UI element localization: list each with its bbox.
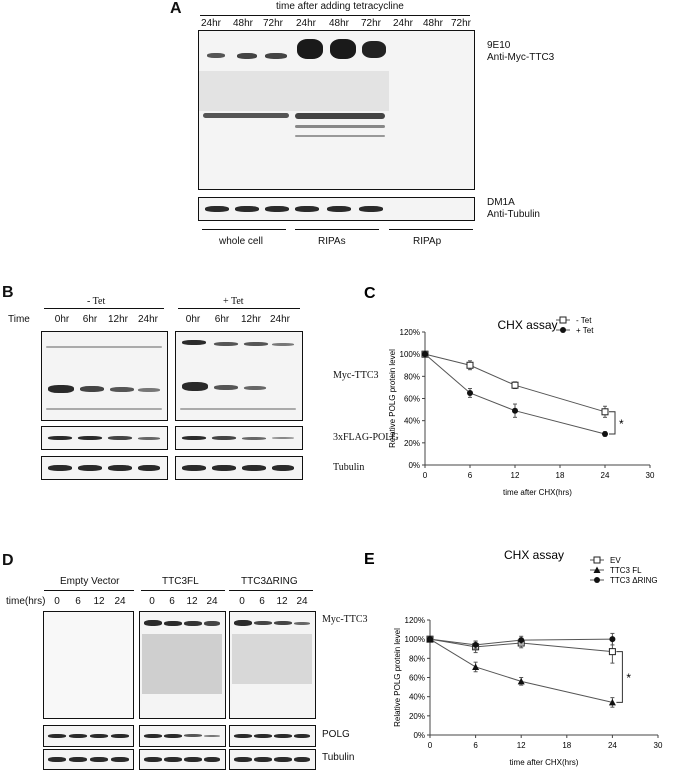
- panel-b-time-6: 12hr: [240, 314, 262, 325]
- chart-e-legend-marker-2: [594, 577, 600, 583]
- panel-d-tubulin-blot-fl: [139, 749, 226, 770]
- chart-e-legend-marker-0: [594, 557, 600, 563]
- chart-e-xtick-label-0: 0: [427, 741, 433, 750]
- chart-e-legend-label-0: EV: [610, 556, 621, 565]
- chart-e-ytick-label-2: 40%: [408, 692, 425, 702]
- chart-c-series-1-point-3: [602, 431, 608, 437]
- chart-c-series-1-point-2: [512, 408, 518, 414]
- chart-c-significance-bracket: [609, 412, 615, 434]
- chart-c-significance-star: *: [619, 416, 624, 431]
- panel-a-tubulin-blot: [198, 197, 475, 221]
- panel-d-time-4: 0: [149, 596, 155, 607]
- chart-c-xtick-label-2: 12: [510, 471, 520, 480]
- panel-d-polg-blot-fl: [139, 725, 226, 747]
- chart-e-xtick-label-1: 6: [473, 741, 478, 750]
- chart-e-series-0-point-3: [609, 649, 615, 655]
- panel-a-group-ripap: RIPAp: [413, 236, 442, 247]
- chart-c-series-1-point-1: [467, 390, 473, 396]
- panel-a-group-line-1: [202, 229, 286, 230]
- chart-c: [360, 282, 670, 512]
- chart-e-ytick-label-0: 0%: [413, 731, 425, 740]
- panel-d-label-polg: POLG: [322, 729, 350, 740]
- panel-b-myc-blot-plus: [175, 331, 303, 421]
- panel-a-group-line-2: [295, 229, 379, 230]
- chart-e-xtick-label-3: 18: [562, 741, 572, 750]
- panel-b-line-plus: [178, 308, 300, 309]
- panel-d-time-1: 6: [75, 596, 81, 607]
- panel-b-time-label: Time: [8, 314, 30, 325]
- chart-c-series-0-point-1: [467, 362, 473, 368]
- panel-a-group-whole-cell: whole cell: [219, 236, 263, 247]
- chart-e-ytick-label-4: 80%: [408, 654, 425, 664]
- chart-e-series-1-point-1: [472, 663, 479, 670]
- panel-a-tub-label2: Anti-Tubulin: [487, 209, 540, 220]
- panel-b-tubulin-blot-plus: [175, 456, 303, 480]
- panel-b-time-3: 24hr: [137, 314, 159, 325]
- chart-c-ytick-label-0: 0%: [408, 461, 420, 470]
- chart-e-ytick-label-1: 20%: [408, 711, 425, 721]
- panel-a-tub-label1: DM1A: [487, 197, 515, 208]
- panel-d-time-9: 6: [259, 596, 265, 607]
- chart-c-xtick-label-1: 6: [467, 471, 473, 480]
- panel-d-time-8: 0: [239, 596, 245, 607]
- chart-e-xtick-label-2: 12: [516, 741, 526, 750]
- panel-b-polg-blot-minus: [41, 426, 168, 450]
- chart-c-ytick-label-5: 100%: [399, 350, 420, 360]
- chart-e: [360, 548, 672, 770]
- chart-c-title: CHX assay: [497, 318, 558, 332]
- panel-a-time-4: 48hr: [328, 18, 350, 29]
- panel-d-myc-blot-fl: [139, 611, 226, 719]
- chart-e-xlabel: time after CHX(hrs): [509, 758, 579, 767]
- panel-a-time-5: 72hr: [360, 18, 382, 29]
- panel-b-time-0: 0hr: [54, 314, 70, 325]
- panel-a-time-3: 24hr: [295, 18, 317, 29]
- panel-a-time-2: 72hr: [262, 18, 284, 29]
- panel-b-label-tubulin: Tubulin: [333, 462, 365, 473]
- panel-d-time-3: 24: [114, 596, 126, 607]
- chart-e-xtick-label-4: 24: [607, 741, 617, 750]
- chart-e-ylabel: Relative POLG protein level: [393, 628, 402, 727]
- chart-c-xtick-label-3: 18: [555, 471, 565, 480]
- panel-b-myc-blot-minus: [41, 331, 168, 421]
- panel-a-time-8: 72hr: [450, 18, 472, 29]
- panel-b-polg-blot-plus: [175, 426, 303, 450]
- chart-e-legend-label-2: TTC3 ΔRING: [610, 576, 658, 585]
- panel-a-header-line: [200, 15, 470, 16]
- panel-b-time-4: 0hr: [185, 314, 201, 325]
- panel-d-time-5: 6: [169, 596, 175, 607]
- panel-d-line-1: [44, 590, 134, 591]
- panel-b-tubulin-blot-minus: [41, 456, 168, 480]
- chart-c-ytick-label-2: 40%: [403, 416, 420, 426]
- panel-a-time-7: 48hr: [422, 18, 444, 29]
- panel-d-letter: D: [2, 552, 14, 569]
- chart-e-ytick-label-6: 120%: [404, 616, 425, 625]
- panel-b-minus-tet: - Tet: [87, 296, 106, 307]
- chart-e-series-2-point-1: [473, 642, 479, 648]
- chart-c-xtick-label-5: 30: [645, 471, 655, 480]
- panel-d-time-6: 12: [186, 596, 198, 607]
- chart-c-legend-marker-1: [560, 327, 566, 333]
- panel-d-polg-blot-ev: [43, 725, 134, 747]
- panel-d-label-tubulin: Tubulin: [322, 752, 355, 763]
- chart-c-ytick-label-6: 120%: [399, 328, 420, 337]
- chart-c-ylabel: Relative POLG protein level: [388, 349, 397, 448]
- chart-c-xtick-label-4: 24: [600, 471, 610, 480]
- chart-c-series-0-point-3: [602, 409, 608, 415]
- panel-d-time-11: 24: [296, 596, 308, 607]
- panel-a-time-1: 48hr: [232, 18, 254, 29]
- panel-a-header: time after adding tetracycline: [276, 1, 404, 12]
- panel-a-blot-label2: Anti-Myc-TTC3: [487, 52, 555, 63]
- panel-d-group-dring: TTC3ΔRING: [241, 576, 298, 587]
- chart-e-legend-label-1: TTC3 FL: [610, 566, 642, 575]
- chart-e-ytick-label-3: 60%: [408, 673, 425, 683]
- chart-e-letter: E: [364, 551, 375, 568]
- chart-c-series-1-point-0: [422, 351, 428, 357]
- chart-c-legend-label-1: + Tet: [576, 326, 594, 335]
- panel-d-time-label: time(hrs): [6, 596, 46, 607]
- chart-c-legend-marker-0: [560, 317, 566, 323]
- chart-c-ytick-label-4: 80%: [403, 372, 420, 382]
- chart-c-xtick-label-0: 0: [422, 471, 428, 480]
- panel-d-tubulin-blot-dring: [229, 749, 316, 770]
- panel-b-line-minus: [44, 308, 164, 309]
- chart-c-legend-label-0: - Tet: [576, 316, 592, 325]
- panel-a-time-0: 24hr: [200, 18, 222, 29]
- chart-c-xlabel: time after CHX(hrs): [503, 488, 572, 497]
- panel-a-group-ripas: RIPAs: [318, 236, 346, 247]
- panel-d-myc-blot-dring: [229, 611, 316, 719]
- panel-b-time-2: 12hr: [107, 314, 129, 325]
- panel-d-time-2: 12: [93, 596, 105, 607]
- panel-b-label-myc: Myc-TTC3: [333, 370, 379, 381]
- panel-d-myc-blot-ev: [43, 611, 134, 719]
- chart-c-ytick-label-1: 20%: [403, 438, 420, 448]
- chart-e-series-2-point-2: [518, 637, 524, 643]
- panel-d-time-7: 24: [206, 596, 218, 607]
- panel-a-time-6: 24hr: [392, 18, 414, 29]
- panel-d-time-10: 12: [276, 596, 288, 607]
- chart-c-ytick-label-3: 60%: [403, 394, 420, 404]
- panel-b-time-7: 24hr: [269, 314, 291, 325]
- chart-e-series-2-point-3: [609, 636, 615, 642]
- chart-e-series-2-point-0: [427, 636, 433, 642]
- panel-b-plus-tet: + Tet: [223, 296, 244, 307]
- panel-d-tubulin-blot-ev: [43, 749, 134, 770]
- panel-b-time-5: 6hr: [214, 314, 230, 325]
- panel-a-letter: A: [170, 0, 182, 17]
- chart-e-significance-bracket: [616, 652, 622, 703]
- chart-c-letter: C: [364, 285, 376, 302]
- panel-d-group-ev: Empty Vector: [60, 576, 120, 587]
- chart-c-series-0-point-2: [512, 382, 518, 388]
- panel-b-letter: B: [2, 284, 14, 301]
- panel-d-label-myc: Myc-TTC3: [322, 614, 368, 625]
- chart-e-significance-star: *: [626, 671, 632, 686]
- panel-d-group-fl: TTC3FL: [162, 576, 199, 587]
- chart-e-xtick-label-5: 30: [653, 741, 663, 750]
- chart-c-series-1-line: [425, 354, 605, 434]
- panel-d-line-3: [229, 590, 313, 591]
- panel-d-line-2: [141, 590, 225, 591]
- panel-b-time-1: 6hr: [82, 314, 98, 325]
- chart-e-title: CHX assay: [503, 548, 565, 562]
- panel-d-time-0: 0: [54, 596, 60, 607]
- panel-b-label-polg: 3xFLAG-POLG: [333, 432, 399, 443]
- panel-a-myc-blot: [198, 30, 475, 190]
- panel-d-polg-blot-dring: [229, 725, 316, 747]
- panel-a-blot-label1: 9E10: [487, 40, 511, 51]
- chart-e-ytick-label-5: 100%: [404, 635, 425, 645]
- panel-a-group-line-3: [389, 229, 473, 230]
